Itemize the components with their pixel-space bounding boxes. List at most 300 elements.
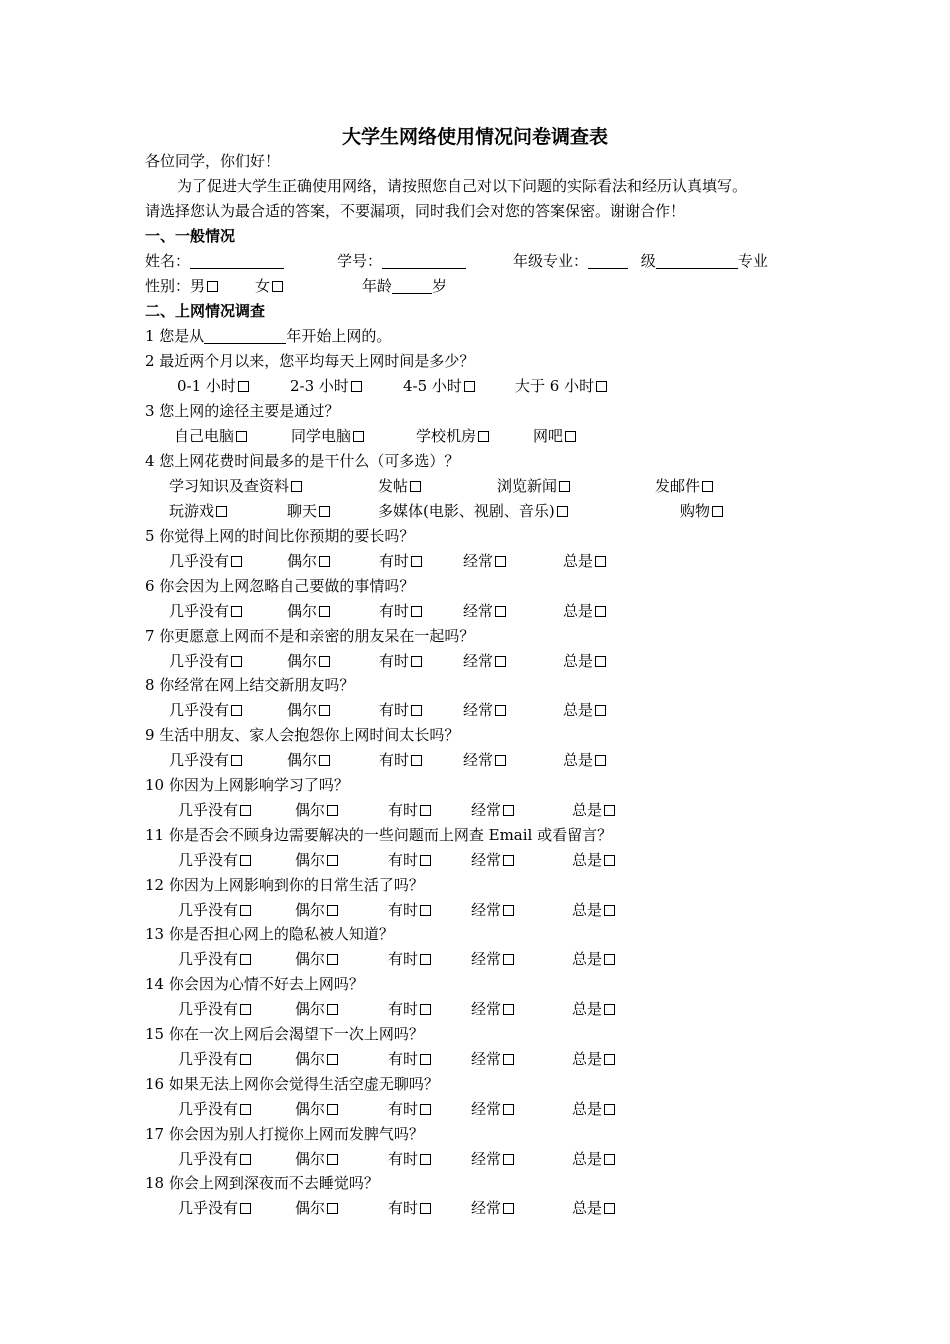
q11-option[interactable]: [471, 849, 514, 871]
checkbox[interactable]: [503, 1104, 514, 1115]
greeting: 各位同学，你们好！: [145, 152, 281, 170]
section2-heading: 二、上网情况调查: [145, 302, 266, 320]
female-option: [255, 275, 283, 297]
frequency-option-label: 经常: [463, 751, 494, 769]
frequency-option-label: 有时: [379, 552, 410, 570]
checkbox[interactable]: [604, 1154, 615, 1165]
name-blank[interactable]: [190, 252, 284, 269]
q16-option[interactable]: [295, 1098, 338, 1120]
q11-option[interactable]: [178, 849, 251, 871]
frequency-option-label: 有时: [388, 1100, 419, 1118]
checkbox[interactable]: [231, 556, 242, 567]
frequency-option-label: 几乎没有: [178, 1100, 239, 1118]
q9-option[interactable]: [379, 749, 422, 771]
frequency-option-label: 几乎没有: [178, 901, 239, 919]
checkbox[interactable]: [240, 1154, 251, 1165]
frequency-option-label: 几乎没有: [178, 801, 239, 819]
q15-option[interactable]: [572, 1048, 615, 1070]
checkbox[interactable]: [595, 656, 606, 667]
frequency-option-label: 总是: [572, 901, 603, 919]
checkbox[interactable]: [420, 954, 431, 965]
frequency-option-label: 有时: [388, 1050, 419, 1068]
checkbox[interactable]: [291, 481, 302, 492]
q2-option[interactable]: [403, 375, 475, 397]
frequency-option-label: 几乎没有: [169, 652, 230, 670]
checkbox[interactable]: [503, 954, 514, 965]
q9-option[interactable]: [169, 749, 242, 771]
q2-option[interactable]: [290, 375, 362, 397]
q5-option[interactable]: [169, 550, 242, 572]
checkbox[interactable]: [411, 606, 422, 617]
q2-option-label: 大于 6 小时: [515, 377, 595, 395]
intro-line-2: 请选择您认为最合适的答案，不要漏项，同时我们会对您的答案保密。谢谢合作！: [145, 202, 686, 220]
frequency-option-label: 总是: [563, 751, 594, 769]
frequency-option-label: 几乎没有: [169, 701, 230, 719]
frequency-option-label: 经常: [471, 1150, 502, 1168]
frequency-option-label: 几乎没有: [178, 851, 239, 869]
frequency-option-label: 几乎没有: [169, 552, 230, 570]
checkbox[interactable]: [595, 606, 606, 617]
q4-option[interactable]: [378, 475, 421, 497]
student-id-field[interactable]: [337, 250, 466, 272]
checkbox[interactable]: [420, 1054, 431, 1065]
checkbox[interactable]: [420, 855, 431, 866]
question-5: 5 你觉得上网的时间比你预期的要长吗？: [145, 527, 415, 545]
checkbox[interactable]: [503, 1154, 514, 1165]
q16-option[interactable]: [572, 1098, 615, 1120]
question-12: 12 你因为上网影响到你的日常生活了吗？: [145, 876, 424, 894]
q13-option[interactable]: [388, 948, 431, 970]
frequency-option-label: 几乎没有: [178, 1050, 239, 1068]
frequency-option-label: 几乎没有: [178, 1150, 239, 1168]
grade-suffix: 级: [640, 252, 656, 270]
q11-option[interactable]: [572, 849, 615, 871]
major-blank[interactable]: [656, 252, 738, 269]
checkbox[interactable]: [240, 855, 251, 866]
frequency-option-label: 经常: [471, 901, 502, 919]
intro-line-1: 为了促进大学生正确使用网络，请按照您自己对以下问题的实际看法和经历认真填写。: [177, 177, 748, 195]
checkbox[interactable]: [236, 431, 247, 442]
checkbox[interactable]: [503, 905, 514, 916]
q18-option[interactable]: [295, 1197, 338, 1219]
checkbox[interactable]: [478, 431, 489, 442]
question-13: 13 你是否担心网上的隐私被人知道？: [145, 925, 394, 943]
q8-option[interactable]: [287, 699, 330, 721]
checkbox[interactable]: [420, 805, 431, 816]
q6-option[interactable]: [463, 600, 506, 622]
q4-option[interactable]: [287, 500, 330, 522]
frequency-option-label: 经常: [471, 950, 502, 968]
q17-option[interactable]: [178, 1148, 251, 1170]
frequency-option-label: 总是: [572, 1150, 603, 1168]
checkbox[interactable]: [495, 556, 506, 567]
q14-option[interactable]: [388, 998, 431, 1020]
q7-option[interactable]: [379, 650, 422, 672]
grade-blank[interactable]: [588, 252, 628, 269]
question-3: 3 您上网的途径主要是通过？: [145, 402, 340, 420]
age-suffix: 岁: [432, 277, 448, 295]
frequency-option-label: 偶尔: [295, 1100, 326, 1118]
q12-option[interactable]: [572, 899, 615, 921]
checkbox[interactable]: [319, 606, 330, 617]
question-11: 11 你是否会不顾身边需要解决的一些问题而上网查 Email 或看留言？: [145, 826, 613, 844]
checkbox[interactable]: [327, 1054, 338, 1065]
checkbox[interactable]: [319, 755, 330, 766]
male-label: 男: [190, 277, 206, 295]
q3-option[interactable]: [533, 425, 576, 447]
checkbox[interactable]: [231, 656, 242, 667]
checkbox[interactable]: [327, 1203, 338, 1214]
page-title: 大学生网络使用情况问卷调查表: [341, 126, 608, 148]
age-label: 年龄: [362, 277, 393, 295]
checkbox[interactable]: [240, 1054, 251, 1065]
question-16: 16 如果无法上网你会觉得生活空虚无聊吗？: [145, 1075, 439, 1093]
q2-option-label: 0-1 小时: [177, 377, 236, 395]
frequency-option-label: 总是: [572, 950, 603, 968]
female-checkbox[interactable]: [272, 281, 283, 292]
checkbox[interactable]: [495, 606, 506, 617]
q13-option[interactable]: [178, 948, 251, 970]
frequency-option-label: 偶尔: [287, 652, 318, 670]
frequency-option-label: 偶尔: [287, 751, 318, 769]
checkbox[interactable]: [604, 1054, 615, 1065]
frequency-option-label: 总是: [572, 1100, 603, 1118]
q8-option[interactable]: [379, 699, 422, 721]
q13-option[interactable]: [572, 948, 615, 970]
q2-option-label: 4-5 小时: [403, 377, 462, 395]
q12-option[interactable]: [471, 899, 514, 921]
checkbox[interactable]: [351, 381, 362, 392]
q4-option-label: 多媒体(电影、视剧、音乐): [378, 502, 555, 520]
checkbox[interactable]: [327, 954, 338, 965]
checkbox[interactable]: [240, 905, 251, 916]
question-1: [145, 325, 391, 347]
checkbox[interactable]: [495, 656, 506, 667]
q14-option[interactable]: [178, 998, 251, 1020]
q5-option[interactable]: [563, 550, 606, 572]
male-checkbox[interactable]: [207, 281, 218, 292]
checkbox[interactable]: [319, 656, 330, 667]
checkbox[interactable]: [604, 855, 615, 866]
frequency-option-label: 偶尔: [295, 1000, 326, 1018]
q4-option-label: 聊天: [287, 502, 318, 520]
q3-option-label: 学校机房: [416, 427, 477, 445]
frequency-option-label: 偶尔: [295, 1150, 326, 1168]
q7-option[interactable]: [287, 650, 330, 672]
checkbox[interactable]: [240, 954, 251, 965]
frequency-option-label: 经常: [471, 801, 502, 819]
checkbox[interactable]: [216, 506, 227, 517]
checkbox[interactable]: [327, 1104, 338, 1115]
q12-option[interactable]: [295, 899, 338, 921]
checkbox[interactable]: [503, 805, 514, 816]
checkbox[interactable]: [231, 705, 242, 716]
q1-prefix: 1 您是从: [145, 327, 205, 345]
frequency-option-label: 总是: [563, 652, 594, 670]
q11-option[interactable]: [388, 849, 431, 871]
q18-option[interactable]: [471, 1197, 514, 1219]
checkbox[interactable]: [420, 1104, 431, 1115]
checkbox[interactable]: [353, 431, 364, 442]
q3-option-label: 自己电脑: [174, 427, 235, 445]
q5-option[interactable]: [463, 550, 506, 572]
q4-option[interactable]: [655, 475, 713, 497]
q2-option-label: 2-3 小时: [290, 377, 349, 395]
q14-option[interactable]: [572, 998, 615, 1020]
q4-option[interactable]: [497, 475, 570, 497]
q4-option[interactable]: [378, 500, 568, 522]
checkbox[interactable]: [565, 431, 576, 442]
checkbox[interactable]: [240, 1203, 251, 1214]
checkbox[interactable]: [319, 705, 330, 716]
checkbox[interactable]: [411, 656, 422, 667]
q1-year-blank[interactable]: [204, 327, 286, 344]
q15-option[interactable]: [295, 1048, 338, 1070]
frequency-option-label: 有时: [379, 701, 410, 719]
frequency-option-label: 总是: [572, 1000, 603, 1018]
q10-option[interactable]: [295, 799, 338, 821]
question-6: 6 你会因为上网忽略自己要做的事情吗？: [145, 577, 415, 595]
frequency-option-label: 经常: [471, 1199, 502, 1217]
checkbox[interactable]: [712, 506, 723, 517]
q6-option[interactable]: [563, 600, 606, 622]
frequency-option-label: 经常: [463, 652, 494, 670]
checkbox[interactable]: [319, 506, 330, 517]
q18-option[interactable]: [388, 1197, 431, 1219]
checkbox[interactable]: [411, 705, 422, 716]
q6-option[interactable]: [169, 600, 242, 622]
checkbox[interactable]: [604, 805, 615, 816]
frequency-option-label: 有时: [388, 950, 419, 968]
question-2: 2 最近两个月以来，您平均每天上网时间是多少？: [145, 352, 475, 370]
q17-option[interactable]: [572, 1148, 615, 1170]
frequency-option-label: 几乎没有: [169, 602, 230, 620]
q7-option[interactable]: [563, 650, 606, 672]
q14-option[interactable]: [295, 998, 338, 1020]
gender-field: [145, 275, 218, 297]
q15-option[interactable]: [471, 1048, 514, 1070]
q10-option[interactable]: [471, 799, 514, 821]
q17-option[interactable]: [388, 1148, 431, 1170]
checkbox[interactable]: [420, 1004, 431, 1015]
checkbox[interactable]: [411, 556, 422, 567]
checkbox[interactable]: [327, 1004, 338, 1015]
frequency-option-label: 偶尔: [295, 950, 326, 968]
checkbox[interactable]: [327, 1154, 338, 1165]
q7-option[interactable]: [169, 650, 242, 672]
frequency-option-label: 经常: [463, 701, 494, 719]
checkbox[interactable]: [464, 381, 475, 392]
age-blank[interactable]: [392, 277, 432, 294]
checkbox[interactable]: [604, 1104, 615, 1115]
q13-option[interactable]: [295, 948, 338, 970]
frequency-option-label: 有时: [388, 851, 419, 869]
frequency-option-label: 总是: [572, 801, 603, 819]
q16-option[interactable]: [178, 1098, 251, 1120]
q9-option[interactable]: [563, 749, 606, 771]
frequency-option-label: 经常: [471, 851, 502, 869]
checkbox[interactable]: [503, 1203, 514, 1214]
frequency-option-label: 经常: [471, 1050, 502, 1068]
frequency-option-label: 有时: [388, 1199, 419, 1217]
checkbox[interactable]: [240, 1004, 251, 1015]
checkbox[interactable]: [240, 805, 251, 816]
q17-option[interactable]: [471, 1148, 514, 1170]
checkbox[interactable]: [231, 606, 242, 617]
name-label: 姓名：: [145, 252, 191, 270]
checkbox[interactable]: [410, 481, 421, 492]
frequency-option-label: 偶尔: [287, 552, 318, 570]
checkbox[interactable]: [420, 1154, 431, 1165]
frequency-option-label: 经常: [471, 1000, 502, 1018]
q16-option[interactable]: [388, 1098, 431, 1120]
checkbox[interactable]: [595, 556, 606, 567]
frequency-option-label: 几乎没有: [178, 950, 239, 968]
checkbox[interactable]: [604, 905, 615, 916]
frequency-option-label: 偶尔: [295, 851, 326, 869]
section1-heading: 一、一般情况: [145, 227, 236, 245]
question-14: 14 你会因为心情不好去上网吗？: [145, 975, 364, 993]
q7-option[interactable]: [463, 650, 506, 672]
checkbox[interactable]: [240, 1104, 251, 1115]
q1-suffix: 年开始上网的。: [286, 327, 392, 345]
checkbox[interactable]: [327, 905, 338, 916]
q6-option[interactable]: [379, 600, 422, 622]
gender-label: 性别：: [145, 277, 191, 295]
checkbox[interactable]: [702, 481, 713, 492]
q8-option[interactable]: [463, 699, 506, 721]
frequency-option-label: 几乎没有: [169, 751, 230, 769]
checkbox[interactable]: [604, 1004, 615, 1015]
frequency-option-label: 总是: [572, 851, 603, 869]
checkbox[interactable]: [559, 481, 570, 492]
q15-option[interactable]: [178, 1048, 251, 1070]
checkbox[interactable]: [595, 705, 606, 716]
q11-option[interactable]: [295, 849, 338, 871]
q8-option[interactable]: [169, 699, 242, 721]
female-label: 女: [255, 277, 271, 295]
frequency-option-label: 经常: [463, 602, 494, 620]
q4-option[interactable]: [169, 500, 227, 522]
q12-option[interactable]: [388, 899, 431, 921]
frequency-option-label: 总是: [563, 602, 594, 620]
checkbox[interactable]: [557, 506, 568, 517]
checkbox[interactable]: [503, 1004, 514, 1015]
checkbox[interactable]: [238, 381, 249, 392]
student-id-blank[interactable]: [382, 252, 466, 269]
frequency-option-label: 总是: [572, 1199, 603, 1217]
grade-major-label: 年级专业：: [513, 252, 589, 270]
q5-option[interactable]: [379, 550, 422, 572]
checkbox[interactable]: [411, 755, 422, 766]
q3-option[interactable]: [416, 425, 489, 447]
q18-option[interactable]: [572, 1197, 615, 1219]
q4-option[interactable]: [169, 475, 302, 497]
checkbox[interactable]: [604, 954, 615, 965]
frequency-option-label: 偶尔: [287, 602, 318, 620]
q3-option[interactable]: [291, 425, 364, 447]
frequency-option-label: 经常: [471, 1100, 502, 1118]
q9-option[interactable]: [287, 749, 330, 771]
q6-option[interactable]: [287, 600, 330, 622]
q17-option[interactable]: [295, 1148, 338, 1170]
checkbox[interactable]: [420, 1203, 431, 1214]
checkbox[interactable]: [231, 755, 242, 766]
age-field[interactable]: [362, 275, 447, 297]
question-8: 8 你经常在网上结交新朋友吗？: [145, 676, 355, 694]
student-id-label: 学号：: [337, 252, 383, 270]
question-7: 7 你更愿意上网而不是和亲密的朋友呆在一起吗？: [145, 627, 475, 645]
q4-option[interactable]: [680, 500, 723, 522]
q14-option[interactable]: [471, 998, 514, 1020]
q10-option[interactable]: [388, 799, 431, 821]
q4-option-label: 发帖: [378, 477, 409, 495]
frequency-option-label: 总是: [563, 701, 594, 719]
q13-option[interactable]: [471, 948, 514, 970]
frequency-option-label: 偶尔: [295, 1050, 326, 1068]
name-field[interactable]: [145, 250, 284, 272]
q3-option-label: 同学电脑: [291, 427, 352, 445]
frequency-option-label: 经常: [463, 552, 494, 570]
checkbox[interactable]: [420, 905, 431, 916]
q15-option[interactable]: [388, 1048, 431, 1070]
frequency-option-label: 有时: [388, 1150, 419, 1168]
q10-option[interactable]: [178, 799, 251, 821]
frequency-option-label: 偶尔: [295, 1199, 326, 1217]
frequency-option-label: 有时: [379, 602, 410, 620]
frequency-option-label: 几乎没有: [178, 1000, 239, 1018]
question-15: 15 你在一次上网后会渴望下一次上网吗？: [145, 1025, 424, 1043]
q10-option[interactable]: [572, 799, 615, 821]
frequency-option-label: 偶尔: [295, 901, 326, 919]
frequency-option-label: 有时: [388, 901, 419, 919]
major-suffix: 专业: [737, 252, 768, 270]
q3-option-label: 网吧: [533, 427, 564, 445]
grade-major-field[interactable]: [513, 250, 768, 272]
checkbox[interactable]: [595, 755, 606, 766]
checkbox[interactable]: [319, 556, 330, 567]
q2-option[interactable]: [515, 375, 607, 397]
q4-option-label: 购物: [680, 502, 711, 520]
frequency-option-label: 偶尔: [287, 701, 318, 719]
question-17: 17 你会因为别人打搅你上网而发脾气吗？: [145, 1125, 424, 1143]
frequency-option-label: 有时: [379, 652, 410, 670]
q3-option[interactable]: [174, 425, 247, 447]
q8-option[interactable]: [563, 699, 606, 721]
q5-option[interactable]: [287, 550, 330, 572]
checkbox[interactable]: [327, 805, 338, 816]
checkbox[interactable]: [503, 855, 514, 866]
question-9: 9 生活中朋友、家人会抱怨你上网时间太长吗？: [145, 726, 460, 744]
question-18: 18 你会上网到深夜而不去睡觉吗？: [145, 1174, 379, 1192]
checkbox[interactable]: [604, 1203, 615, 1214]
checkbox[interactable]: [596, 381, 607, 392]
q12-option[interactable]: [178, 899, 251, 921]
q4-option-label: 发邮件: [655, 477, 701, 495]
q9-option[interactable]: [463, 749, 506, 771]
checkbox[interactable]: [495, 755, 506, 766]
frequency-option-label: 几乎没有: [178, 1199, 239, 1217]
frequency-option-label: 有时: [388, 1000, 419, 1018]
q2-option[interactable]: [177, 375, 249, 397]
checkbox[interactable]: [495, 705, 506, 716]
frequency-option-label: 有时: [379, 751, 410, 769]
frequency-option-label: 总是: [563, 552, 594, 570]
q16-option[interactable]: [471, 1098, 514, 1120]
q18-option[interactable]: [178, 1197, 251, 1219]
checkbox[interactable]: [327, 855, 338, 866]
checkbox[interactable]: [503, 1054, 514, 1065]
